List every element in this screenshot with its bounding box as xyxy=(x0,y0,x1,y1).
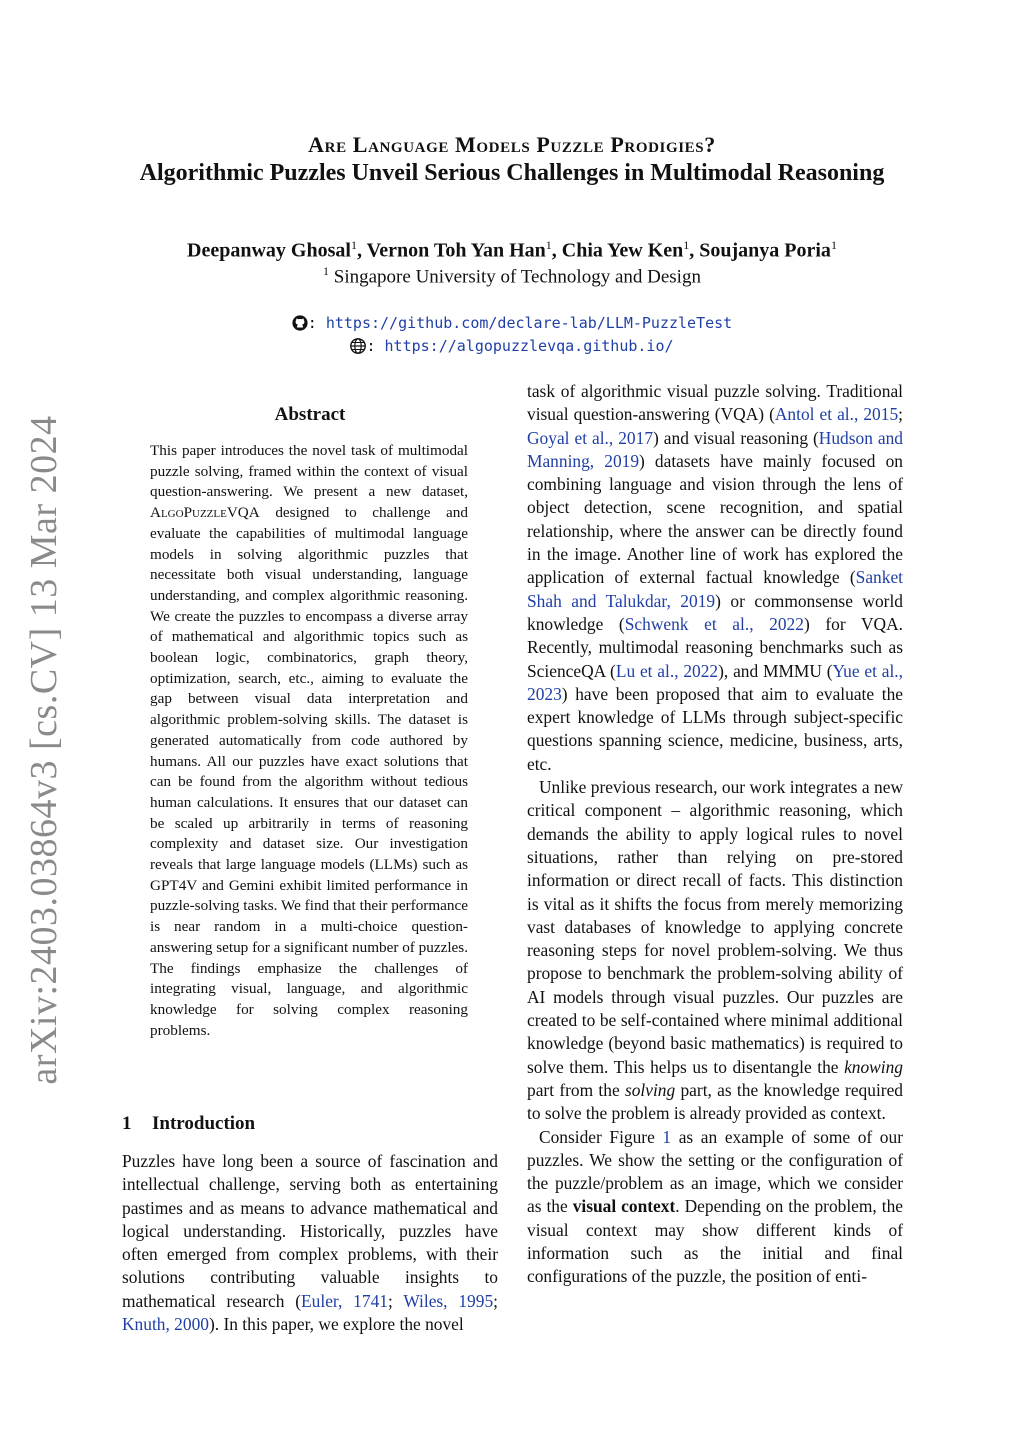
author-affil-mark: 1 xyxy=(683,238,690,252)
intro-paragraph-left xyxy=(122,1150,498,1336)
abstract-text: designed to challenge and evaluate the capabilities of multimodal language models in solving algorithmic puzzles that necessitate both visual understanding, language understanding, and complex algorithmic reasoning. We create the puzzles to encompass a diverse array of mathematical and algorithmic topics such as boolean logic, combinatorics, graph theory, optimization, search, etc., aiming to evaluate the gap between visual data interpretation and algorithmic problem-solving skills. The dataset is generated automatically from code authored by humans. All our puzzles have exact solutions that can be found from the algorithm without tedious human calculations. It ensures that our dataset can be scaled up arbitrarily in terms of reasoning complexity and dataset size. Our investigation reveals that large language models (LLMs) such as GPT4V and Gemini exhibit limited performance in puzzle-solving tasks. We find that their performance is near random in a multi-choice question-answering setup for a significant number of puzzles. The findings emphasize the challenges of integrating visual, language, and algorithmic knowledge for solving complex reasoning problems. xyxy=(150,504,468,1039)
body-text: Puzzles have long been a source of fascination and intellectual challenge, serving both as entertaining pastimes and as means to advance mathematical and logical understanding. Historically, puzzles have often emerged from complex problems, with their solutions contributing valuable insights to mathematical research ( xyxy=(122,1151,498,1311)
dataset-name: AlgoPuzzleVQA xyxy=(150,504,260,522)
body-text: ; xyxy=(493,1290,498,1311)
citation-link[interactable]: Goyal et al., 2017 xyxy=(527,427,654,448)
paper-title-line1: Are Language Models Puzzle Prodigies? xyxy=(308,132,716,157)
intro-paragraph-r3 xyxy=(527,1126,903,1289)
intro-paragraph-r2 xyxy=(527,776,903,1125)
body-text: ) and visual reasoning ( xyxy=(653,427,819,448)
abstract-body xyxy=(150,441,468,1041)
citation-link[interactable]: Sanket Shah and Talukdar, 2019 xyxy=(527,567,903,611)
body-text: ; xyxy=(898,404,903,425)
affiliation-mark: 1 xyxy=(323,264,330,278)
right-column xyxy=(527,380,903,1289)
citation-link[interactable]: Knuth, 2000 xyxy=(122,1314,209,1335)
author-name: Vernon Toh Yan Han xyxy=(366,239,546,262)
github-url-link[interactable]: https://github.com/declare-lab/LLM-PuzzleTest xyxy=(325,314,733,332)
intro-paragraph-r1 xyxy=(527,380,903,776)
section-title: Introduction xyxy=(152,1113,256,1134)
body-text: Unlike previous research, our work integrates a new critical component – algorithmic reasoning, which demands the ability to apply logical rules to novel situations, rather than relying on pre-stored information or direct recall of facts. This distinction is vital as it shifts the focus from merely memorizing vast databases of knowledge to applying concrete reasoning steps for novel problem-solving. We thus propose to benchmark the problem-solving ability of AI models through visual puzzles. Our puzzles are created to be self-contained where minimal additional knowledge (beyond basic mathematics) is required to solve them. This helps us to disentangle the xyxy=(527,777,903,1077)
github-link-row: : https://github.com/declare-lab/LLM-PuzzleTest xyxy=(0,314,1024,332)
section-number: 1 xyxy=(122,1113,132,1134)
body-text: as an example of some of our puzzles. We show the setting or the configuration of the puzzle/problem as an image, which we consider as the xyxy=(527,1126,903,1217)
author-name: Soujanya Poria xyxy=(699,239,831,262)
citation-link[interactable]: Euler, 1741 xyxy=(301,1290,388,1311)
body-text: part from the xyxy=(527,1079,625,1100)
section-heading-introduction xyxy=(122,1113,255,1135)
body-text: ), and MMMU ( xyxy=(718,660,833,681)
globe-icon xyxy=(350,338,366,354)
arxiv-side-label xyxy=(18,415,70,1085)
author-name: Deepanway Ghosal xyxy=(187,239,351,262)
bold-term: visual context xyxy=(572,1196,676,1217)
body-text: ) datasets have mainly focused on combining language and vision through the lens of object detection, scene recognition, and spatial relationship, where the answer can be directly found in the image. Another line of work has explored the application of external factual knowledge ( xyxy=(527,450,903,588)
affiliation-name: Singapore University of Technology and Design xyxy=(333,266,701,288)
abstract-text: This paper introduces the novel task of multimodal puzzle solving, framed within the context of visual question-answering. We present a new dataset, xyxy=(150,442,468,501)
body-text: ) have been proposed that aim to evaluate the expert knowledge of LLMs through subject-specific questions spanning science, medicine, business, arts, etc. xyxy=(527,683,903,774)
citation-link[interactable]: Yue et al., 2023 xyxy=(527,660,903,704)
author-affil-mark: 1 xyxy=(545,238,552,252)
citation-link[interactable]: Wiles, 1995 xyxy=(403,1290,494,1311)
github-icon xyxy=(292,315,308,331)
arxiv-id-text: arXiv:2403.03864v3 [cs.CV] 13 Mar 2024 xyxy=(23,415,65,1085)
author-name: Chia Yew Ken xyxy=(561,239,684,262)
affiliation xyxy=(0,264,1024,288)
body-text: ) for VQA. Recently, multimodal reasoning benchmarks such as ScienceQA ( xyxy=(527,613,903,681)
body-text: part, as the knowledge required to solve the problem is already provided as context. xyxy=(527,1079,903,1124)
body-text: ). In this paper, we explore the novel xyxy=(208,1314,464,1335)
body-text: . Depending on the problem, the visual context may show different kinds of information such as the initial and final configurations of the puzzle, the position of enti- xyxy=(527,1196,903,1287)
author-list: Deepanway Ghosal$^1$, Vernon Toh Yan Han$^1$, Chia Yew Ken$^1$, Soujanya Poria$^1$ xyxy=(187,238,837,262)
citation-link[interactable]: Schwenk et al., 2022 xyxy=(624,613,804,634)
website-link-row: : https://algopuzzlevqa.github.io/ xyxy=(0,337,1024,355)
citation-link[interactable]: Antol et al., 2015 xyxy=(774,404,899,425)
author-affil-mark: 1 xyxy=(830,238,837,252)
body-text: task of algorithmic visual puzzle solving. Traditional visual question-answering (VQA) ( xyxy=(527,381,903,425)
website-url-link[interactable]: https://algopuzzlevqa.github.io/ xyxy=(384,337,674,355)
abstract-heading: Abstract xyxy=(274,404,346,425)
emphasis-text: knowing xyxy=(844,1056,903,1077)
citation-link[interactable]: Hudson and Manning, 2019 xyxy=(527,427,903,471)
emphasis-text: solving xyxy=(624,1079,676,1100)
citation-link[interactable]: Lu et al., 2022 xyxy=(615,660,719,681)
body-text: ) or commonsense world knowledge ( xyxy=(527,590,903,634)
author-affil-mark: 1 xyxy=(350,238,357,252)
body-text: Consider Figure xyxy=(539,1126,663,1147)
paper-title-line2: Algorithmic Puzzles Unveil Serious Challenges in Multimodal Reasoning xyxy=(139,160,885,186)
body-text: ; xyxy=(387,1290,404,1311)
figure-ref-link[interactable]: 1 xyxy=(662,1126,672,1147)
